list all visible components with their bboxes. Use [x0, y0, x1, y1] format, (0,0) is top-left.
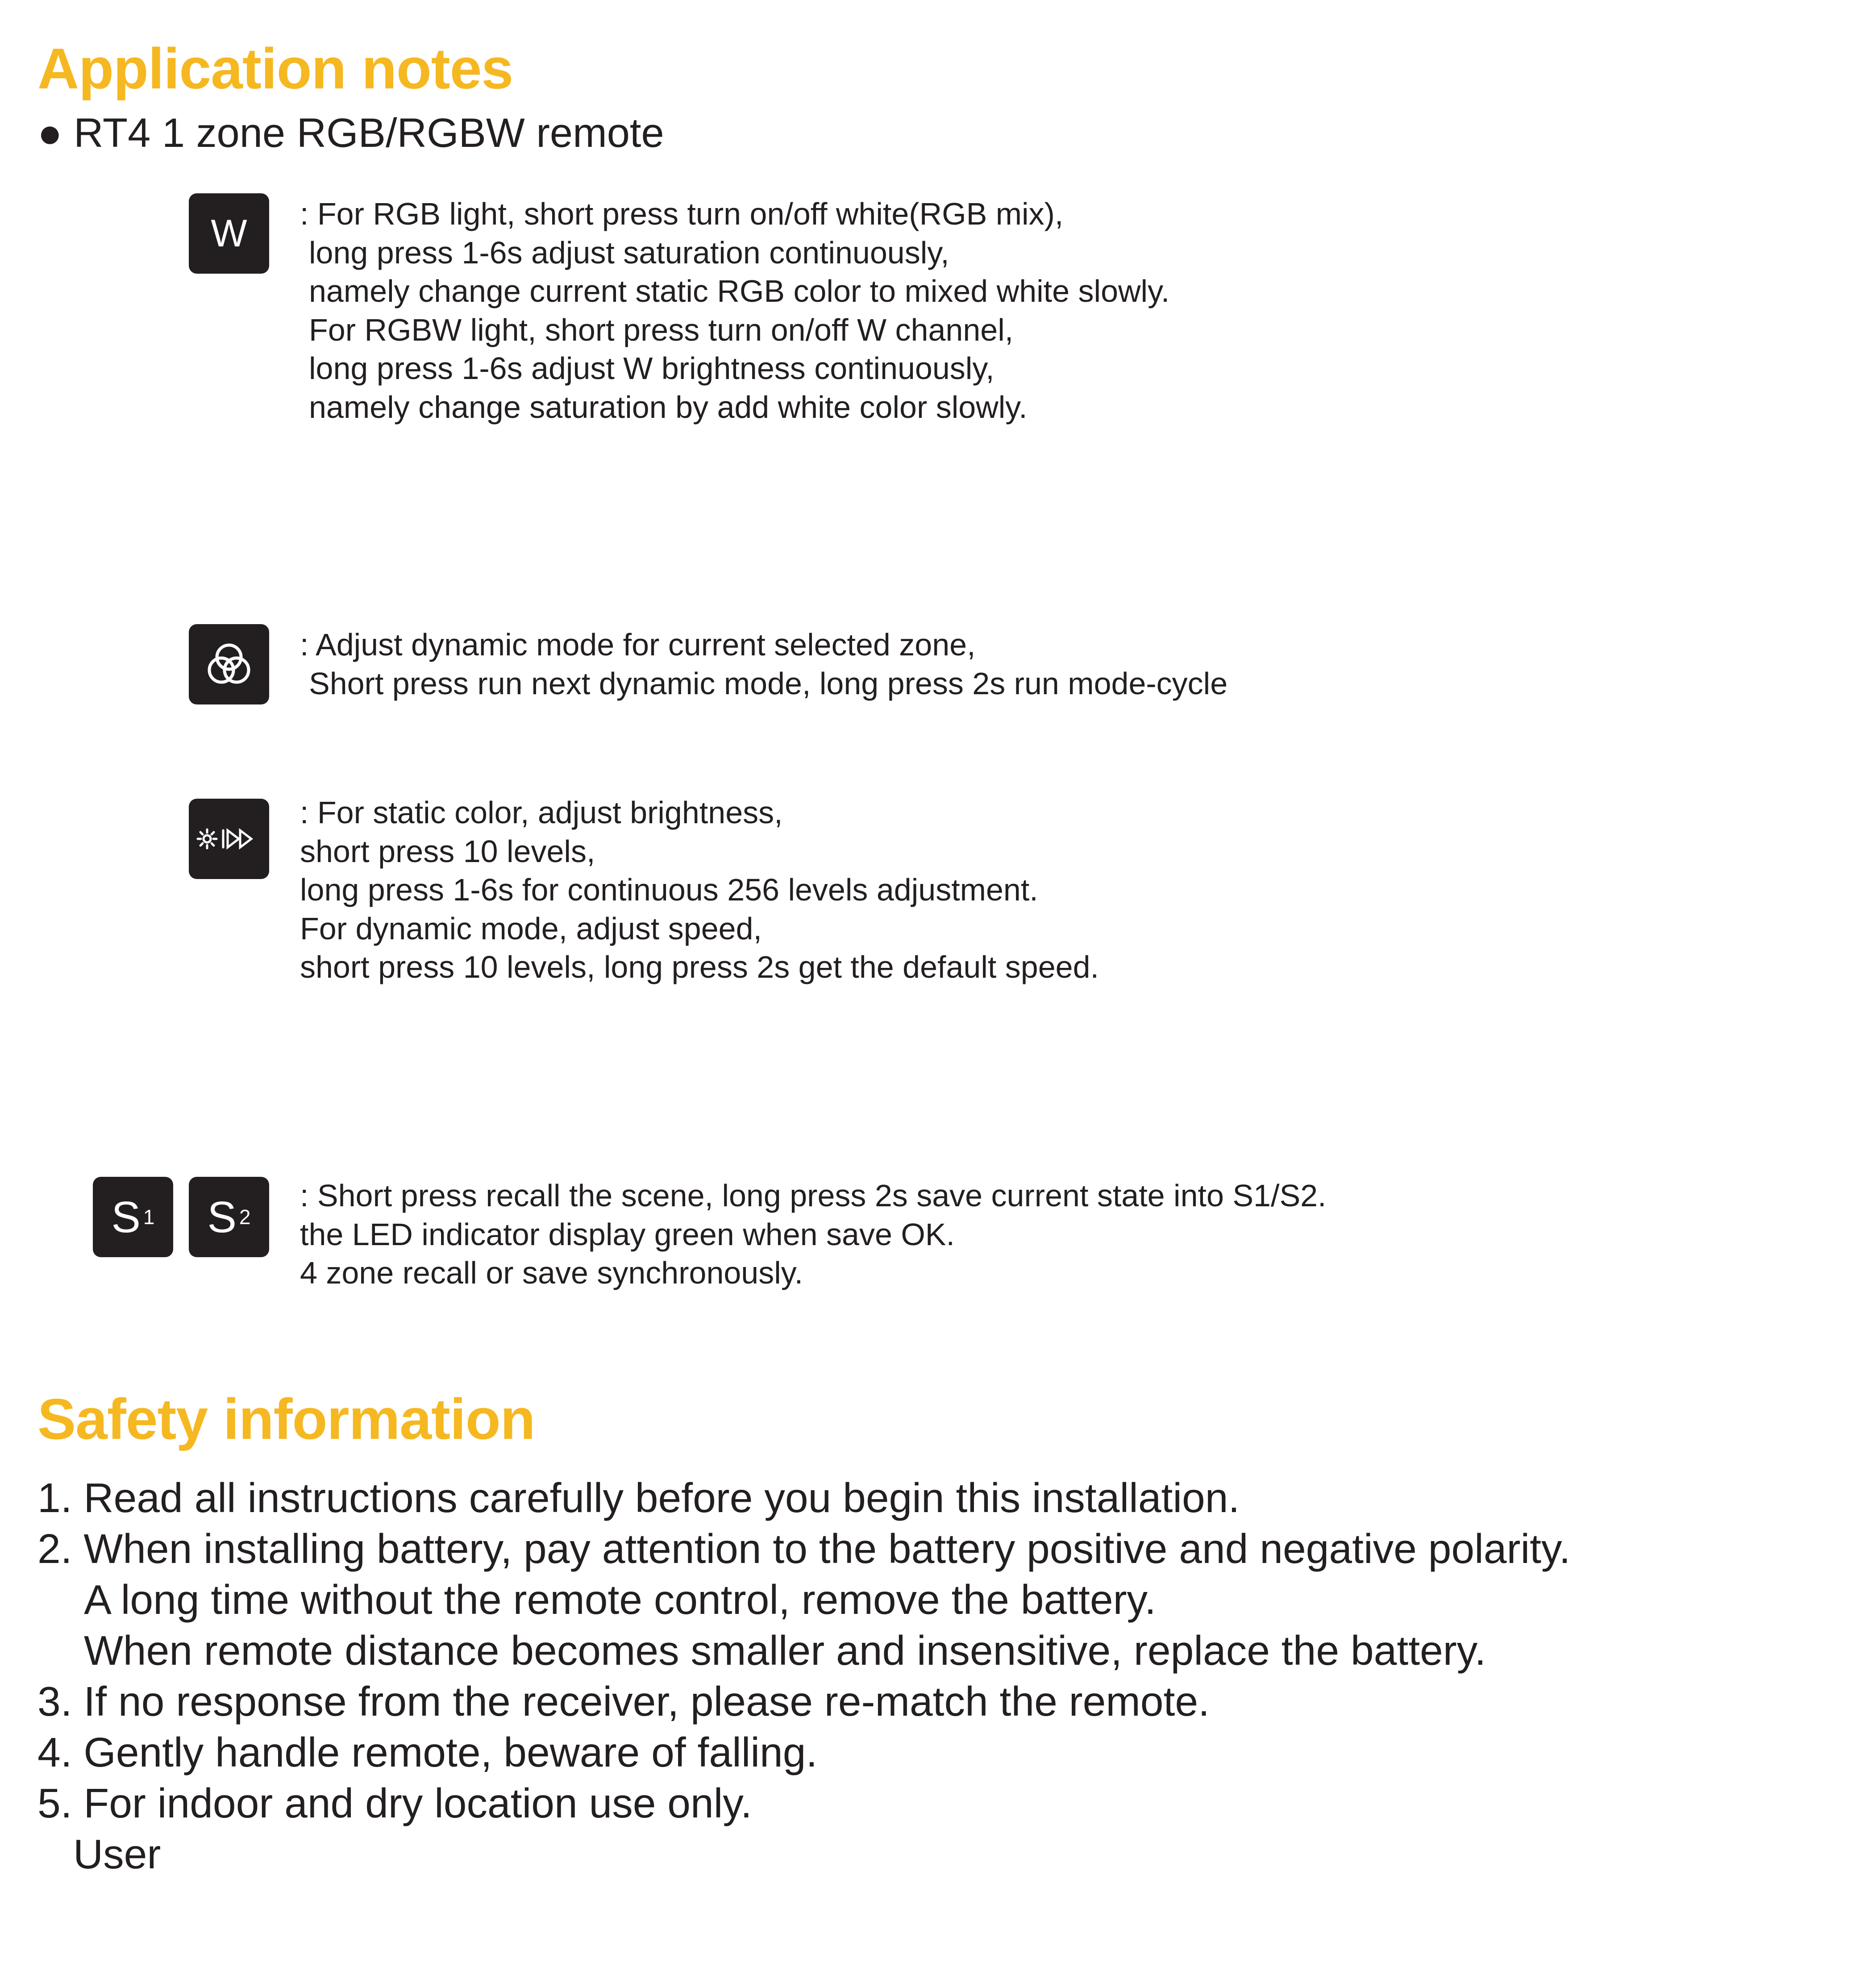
desc-line: namely change current static RGB color to mixed white slowly. [309, 274, 1170, 308]
safety-user-label: User [73, 1831, 161, 1877]
three-circles-mode-icon [189, 624, 269, 704]
s2-key-icon [189, 1177, 269, 1257]
desc-line: For RGBW light, short press turn on/off W channel, [309, 312, 1014, 347]
mode-key-description [300, 625, 1228, 703]
safety-list [37, 1472, 1570, 1880]
brightness-key-description [300, 793, 1099, 987]
safety-item: 5. For indoor and dry location use only. [37, 1780, 752, 1826]
safety-information-heading: Safety information [37, 1387, 535, 1451]
s1-key-subscript: 1 [143, 1205, 155, 1229]
desc-line: Short press run next dynamic mode, long press 2s run mode-cycle [309, 666, 1228, 701]
desc-line: short press 10 levels, [300, 834, 595, 869]
desc-line: : Adjust dynamic mode for current selected zone, [300, 627, 976, 662]
desc-line: short press 10 levels, long press 2s get the default speed. [300, 950, 1099, 984]
product-title: ● RT4 1 zone RGB/RGBW remote [37, 110, 664, 156]
desc-line: namely change saturation by add white color slowly. [309, 389, 1028, 425]
desc-line: : For static color, adjust brightness, [300, 795, 783, 830]
safety-item-continuation: When remote distance becomes smaller and insensitive, replace the battery. [84, 1627, 1486, 1674]
s2-key-subscript: 2 [239, 1205, 251, 1229]
s1-key-icon [93, 1177, 173, 1257]
w-key-description [300, 195, 1169, 426]
s1-key-label: S [111, 1192, 141, 1242]
safety-item: 3. If no response from the receiver, please re-match the remote. [37, 1678, 1210, 1725]
sun-speed-glyph [196, 823, 262, 854]
desc-line: long press 1-6s for continuous 256 levels adjustment. [300, 872, 1038, 907]
desc-line: long press 1-6s adjust saturation continuously, [309, 235, 949, 270]
desc-line: : Short press recall the scene, long press 2s save current state into S1/S2. [300, 1178, 1327, 1213]
safety-item-continuation: A long time without the remote control, remove the battery. [84, 1576, 1156, 1623]
desc-line: 4 zone recall or save synchronously. [300, 1255, 803, 1290]
safety-item: 2. When installing battery, pay attention to the battery positive and negative polarity. [37, 1525, 1571, 1572]
w-key-icon [189, 193, 269, 274]
three-circles-glyph [202, 638, 256, 691]
safety-item: 1. Read all instructions carefully before you begin this installation. [37, 1475, 1240, 1521]
desc-line: For dynamic mode, adjust speed, [300, 911, 762, 946]
desc-line: the LED indicator display green when save OK. [300, 1217, 955, 1252]
sun-speed-icon [189, 799, 269, 879]
application-notes-heading: Application notes [37, 37, 513, 101]
s2-key-label: S [207, 1192, 237, 1242]
scene-keys-description [300, 1176, 1327, 1292]
desc-line: long press 1-6s adjust W brightness continuously, [309, 351, 994, 386]
safety-item: 4. Gently handle remote, beware of falling. [37, 1729, 818, 1775]
w-key-label: W [211, 212, 247, 255]
desc-line: : For RGB light, short press turn on/off white(RGB mix), [300, 196, 1064, 231]
